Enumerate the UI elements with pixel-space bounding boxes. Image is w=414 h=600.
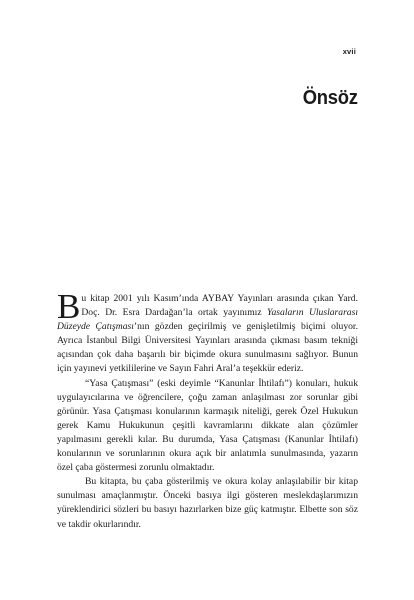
drop-cap: B — [57, 287, 81, 326]
chapter-title: Önsöz — [303, 87, 358, 109]
body-text — [57, 287, 358, 532]
paragraph-1 — [57, 287, 358, 377]
paragraph-3: Bu kitapta, bu çaba gösterilmiş ve okura kolay anlaşılabilir bir kitap sunulması amaçlanmıştır. Önceki basıya ilgi gösteren meslekdaşlarımızın yüreklendirici sözleri bu basıyı hazırlarken bize güç katmıştır. Elbette son söz ve takdir okurlarındır. — [57, 476, 358, 530]
book-title-italic: Yasaların Uluslararası Düzeyde Çatışması — [57, 307, 358, 333]
paragraph-1-text-b: ’nın gözden geçirilmiş ve genişletilmiş biçimi oluyor. Ayrıca İstanbul Bilgi Üniversitesi Yayınları arasında çıkması basım tekniği açısından çok daha başarılı bir biçimde okura sunulmasını sağlıyor. Bunun için yayınevi yetkililerine ve Sayın Fahri Aral’a teşekkür ederiz. — [57, 321, 358, 375]
paragraph-1-text-a: u kitap 2001 yılı Kasım’ında AYBAY Yayınları arasında çıkan Yard. Doç. Dr. Esra Dardağan’la ortak yayınımız — [81, 293, 358, 319]
page-number: xvii — [342, 47, 356, 56]
paragraph-2: “Yasa Çatışması” (eski deyimle “Kanunlar İhtilafı”) konuları, hukuk uygulayıcılarına ve öğrencilere, çoğu zaman anlaşılması zor sorunlar gibi görünür. Yasa Çatışması konularının karmaşık niteliği, gerek Özel Hukukun gerek Kamu Hukukunun çeşitli kavramlarını dikkate alan çözümler yapılmasını gerekli kılar. Bu durumda, Yasa Çatışması (Kanunlar İhtilafı) konularının ve sorunlarının okura açık bir anlatımla sunulmasında, yazarın özel çaba göstermesi zorunlu olmaktadır. — [57, 377, 358, 474]
